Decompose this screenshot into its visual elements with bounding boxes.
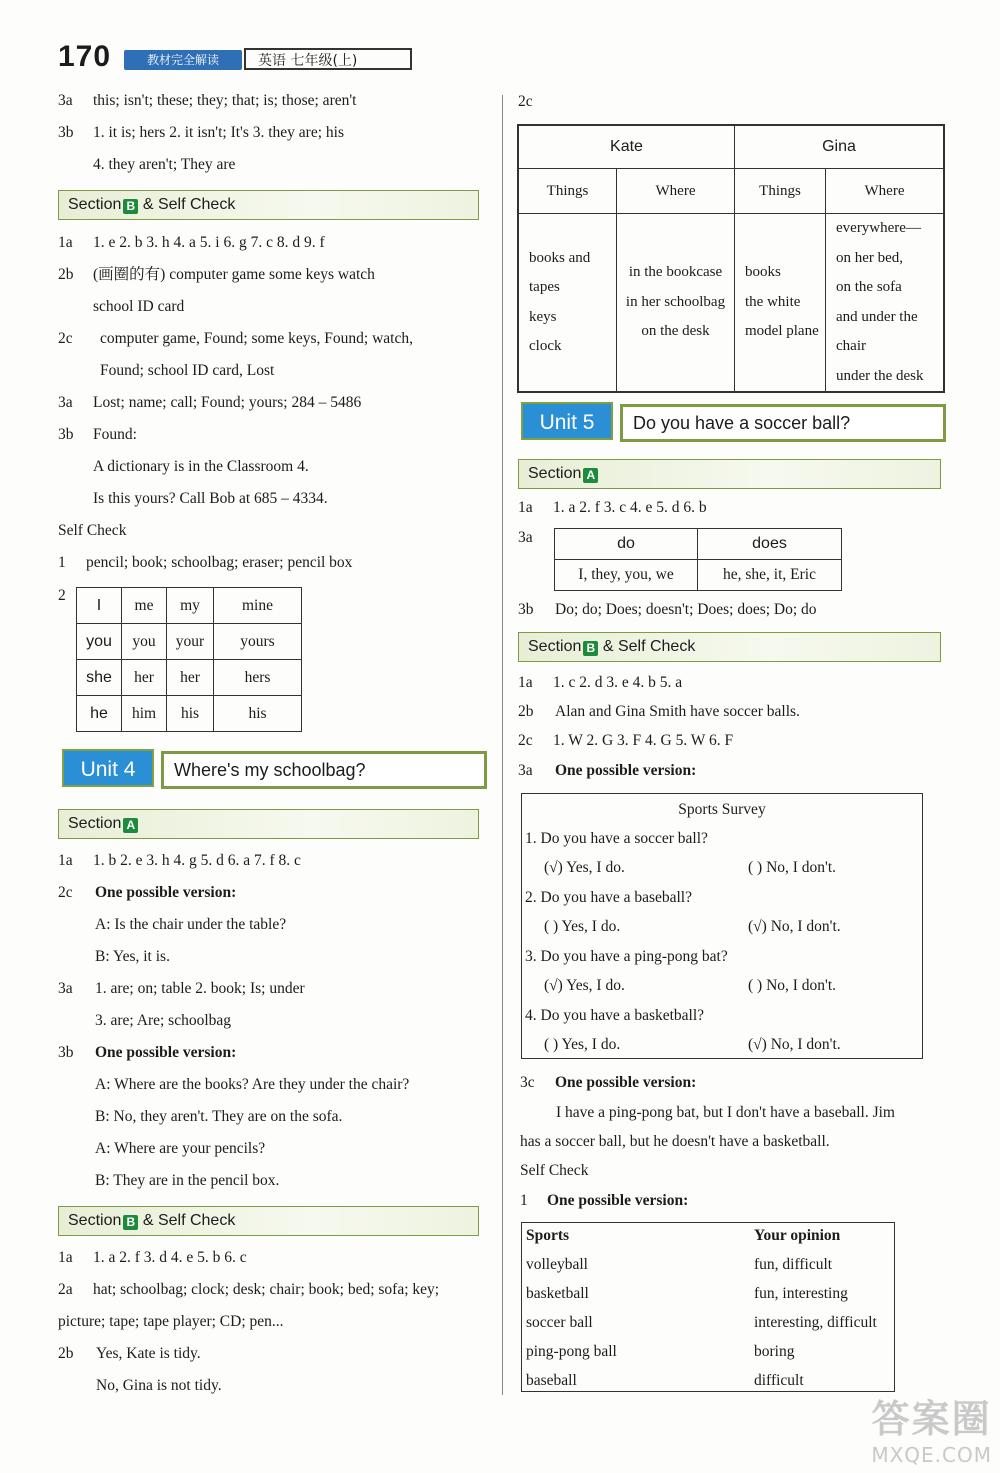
answer-text: B: Yes, it is. [95,948,170,965]
table-cell: his [214,696,302,732]
section-letter-badge: B [123,1215,138,1230]
sports-opinion-table [521,1222,895,1392]
table-cell: him [122,696,167,732]
answer-text: I have a ping-pong bat, but I don't have a baseball. Jim [556,1104,895,1121]
survey-question: 1. Do you have a soccer ball? [525,830,708,847]
sports-survey-box [521,793,923,1059]
answer-label: 3c [520,1074,535,1091]
answer-text: Yes, Kate is tidy. [96,1345,201,1362]
answer-text: has a soccer ball, but he doesn't have a basketball. [520,1133,830,1150]
section-b-self-check-header [58,190,479,220]
survey-yes-option: (√) Yes, I do. [544,977,625,994]
unit-4-title: Where's my schoolbag? [161,751,487,789]
survey-yes-option: ( ) Yes, I do. [544,1036,621,1053]
cell-line: chair [836,338,866,354]
section-rest: & Self Check [142,1212,236,1229]
table-cell: interesting, difficult [754,1314,877,1331]
table-cell [735,214,826,393]
answer-text: picture; tape; tape player; CD; pen... [58,1313,284,1330]
answer-text: 1. a 2. f 3. d 4. e 5. b 6. c [93,1249,247,1266]
answer-label: 3a [58,92,73,109]
section-word: Section [68,815,122,832]
cell-line: and under the [836,308,918,325]
answer-label: 2c [58,330,73,347]
kate-gina-things-table [517,124,945,393]
cell-line: on her bed, [836,249,904,266]
table-cell [518,214,617,393]
table-row [518,214,944,393]
table-cell: you [122,624,167,660]
answer-text: A: Where are the books? Are they under the chair? [95,1076,410,1093]
survey-question: 3. Do you have a ping-pong bat? [525,948,728,965]
answer-text: 4. they aren't; They are [93,156,236,173]
table-row [555,560,842,591]
answer-label: 2b [58,1345,74,1362]
answer-label: 3a [58,980,73,997]
table-cell: mine [214,588,302,624]
table-cell: hers [214,660,302,696]
survey-yes-option: (√) Yes, I do. [544,859,625,876]
table-cell [617,214,735,393]
answer-label: 1a [518,674,533,691]
section-a-header [58,809,479,839]
table-cell: soccer ball [526,1314,593,1331]
answer-label: 1 [520,1192,528,1209]
answer-text: 1. b 2. e 3. h 4. g 5. d 6. a 7. f 8. c [93,852,301,869]
table-cell: fun, interesting [754,1285,848,1302]
answer-label: 2c [58,884,73,901]
answer-label: 3b [58,124,74,141]
survey-no-option: (√) No, I don't. [748,1036,841,1053]
table-row [77,588,302,624]
answer-text: school ID card [93,298,185,315]
answer-text: No, Gina is not tidy. [96,1377,222,1394]
column-divider [502,95,503,1395]
table-header-cell: do [555,529,698,560]
table-row [77,696,302,732]
answer-label: 2b [58,266,74,283]
table-cell: fun, difficult [754,1256,833,1273]
section-word: Section [528,638,582,655]
survey-no-option: (√) No, I don't. [748,918,841,935]
section-rest: & Self Check [142,196,236,213]
table-cell: his [167,696,214,732]
table-cell: he, she, it, Eric [698,560,842,591]
cell-line: the white [745,293,801,310]
table-cell: I, they, you, we [555,560,698,591]
table-cell: her [167,660,214,696]
answer-text: 1. e 2. b 3. h 4. a 5. i 6. g 7. c 8. d 9. f [93,234,325,251]
survey-no-option: ( ) No, I don't. [748,977,837,994]
answer-text: 3. are; Are; schoolbag [95,1012,232,1029]
section-word: Section [528,465,582,482]
section-rest: & Self Check [602,638,696,655]
unit-4-badge: Unit 4 [62,749,154,787]
table-header-cell: Sports [526,1227,570,1244]
table-cell: baseball [526,1372,577,1389]
cell-line: clock [529,338,562,354]
answer-label: 1a [518,499,533,516]
survey-no-option: ( ) No, I don't. [748,859,837,876]
table-cell: basketball [526,1285,589,1302]
table-cell: she [77,660,122,696]
answer-text: pencil; book; schoolbag; eraser; pencil box [86,554,353,571]
table-row [555,529,842,560]
answer-heading: One possible version: [555,1074,697,1091]
answer-text: Lost; name; call; Found; yours; 284 – 5486 [93,394,362,411]
unit-5-badge: Unit 5 [521,402,613,440]
cell-line: everywhere— [836,220,921,236]
cell-line: keys [529,308,557,325]
answer-heading: One possible version: [547,1192,689,1209]
answer-text: Found; school ID card, Lost [100,362,275,379]
table-cell [826,214,945,393]
answer-heading: One possible version: [95,1044,237,1061]
survey-yes-option: ( ) Yes, I do. [544,918,621,935]
answer-text: computer game, Found; some keys, Found; watch, [100,330,413,347]
section-word: Section [68,196,122,213]
answer-text: 1. W 2. G 3. F 4. G 5. W 6. F [553,732,734,749]
cell-line: books [745,264,781,281]
table-row [77,624,302,660]
table-cell: volleyball [526,1256,588,1273]
answer-label: 1a [58,852,73,869]
watermark [871,1388,992,1467]
table-cell: he [77,696,122,732]
section-a-header [518,459,941,489]
answer-label: 2c [518,732,533,749]
survey-title: Sports Survey [678,801,766,818]
pronoun-table [76,587,302,732]
table-header-cell: Things [518,169,617,214]
answer-text: 1. it is; hers 2. it isn't; It's 3. they are; his [93,124,344,141]
table-row [77,660,302,696]
answer-text: hat; schoolbag; clock; desk; chair; book; bed; sofa; key; [93,1281,440,1298]
answer-heading: One possible version: [555,762,697,779]
table-header-cell: Kate [518,125,735,169]
answer-text: 1. a 2. f 3. c 4. e 5. d 6. b [553,499,707,516]
cell-line: on the sofa [836,279,902,295]
answer-text: A: Is the chair under the table? [95,916,287,933]
table-cell: yours [214,624,302,660]
table-cell: her [122,660,167,696]
answer-text: (画圈的有) computer game some keys watch [93,266,375,283]
section-word: Section [68,1212,122,1229]
answer-label: 2 [58,587,66,604]
answer-label: 3b [518,601,534,618]
answer-text: B: No, they aren't. They are on the sofa. [95,1108,343,1125]
answer-text: A dictionary is in the Classroom 4. [93,458,309,475]
answer-label: 3a [58,394,73,411]
cell-line: in the bookcase [628,264,723,281]
table-header-cell: Gina [735,125,945,169]
table-header-cell: does [698,529,842,560]
answer-label: 1 [58,554,66,571]
answer-label: 1a [58,1249,73,1266]
self-check-heading: Self Check [58,522,127,539]
cell-line: on the desk [641,323,710,340]
survey-question: 2. Do you have a baseball? [525,889,692,906]
answer-text: Found: [93,426,137,443]
page-number: 170 [58,40,112,73]
answer-text: A: Where are your pencils? [95,1140,266,1157]
answer-label: 3b [58,426,74,443]
table-cell: me [122,588,167,624]
section-letter-badge: B [583,641,598,656]
page-header [58,40,418,76]
table-cell: boring [754,1343,795,1360]
table-cell: your [167,624,214,660]
table-cell: you [77,624,122,660]
self-check-heading: Self Check [520,1162,589,1179]
answer-text: Is this yours? Call Bob at 685 – 4334. [93,490,328,507]
survey-question: 4. Do you have a basketball? [525,1007,705,1024]
answer-label: 3a [518,529,533,546]
answer-text: 1. are; on; table 2. book; Is; under [95,980,305,997]
cell-line: books and [529,249,591,266]
cell-line: tapes [529,279,560,295]
answer-label: 3b [58,1044,74,1061]
answer-label: 2a [58,1281,73,1298]
table-header-cell: Where [826,169,945,214]
answer-label: 1a [58,234,73,251]
answer-text: this; isn't; these; they; that; is; those; aren't [93,92,357,109]
answer-heading: One possible version: [95,884,237,901]
table-row [518,169,944,214]
answer-label: 3a [518,762,533,779]
table-header-cell: Where [617,169,735,214]
answer-text: 1. c 2. d 3. e 4. b 5. a [553,674,683,691]
section-letter-badge: A [123,818,138,833]
cell-line: model plane [745,323,819,340]
section-letter-badge: B [123,199,138,214]
table-cell: I [77,588,122,624]
answer-text: Do; do; Does; doesn't; Does; does; Do; do [555,601,817,618]
table-header-cell: Things [735,169,826,214]
watermark-url: MXQE.COM [871,1443,992,1467]
book-name: 教材完全解读 [124,50,242,70]
cell-line: in her schoolbag [625,293,726,310]
answer-text: B: They are in the pencil box. [95,1172,280,1189]
unit-5-title: Do you have a soccer ball? [620,404,946,442]
table-cell: ping-pong ball [526,1343,617,1360]
subject-label: 英语 七年级(上) [244,48,412,70]
section-b-self-check-header [58,1206,479,1236]
table-cell: difficult [754,1372,804,1389]
watermark-logo-text: 答案圈 [871,1397,992,1441]
section-letter-badge: A [583,468,598,483]
table-row [518,125,944,169]
table-cell: my [167,588,214,624]
table-header-cell: Your opinion [754,1227,841,1244]
answer-label: 2c [518,93,533,110]
answer-label: 2b [518,703,534,720]
do-does-table [554,528,842,591]
answer-text: Alan and Gina Smith have soccer balls. [555,703,800,720]
section-b-self-check-header [518,632,941,662]
cell-line: under the desk [836,367,924,384]
